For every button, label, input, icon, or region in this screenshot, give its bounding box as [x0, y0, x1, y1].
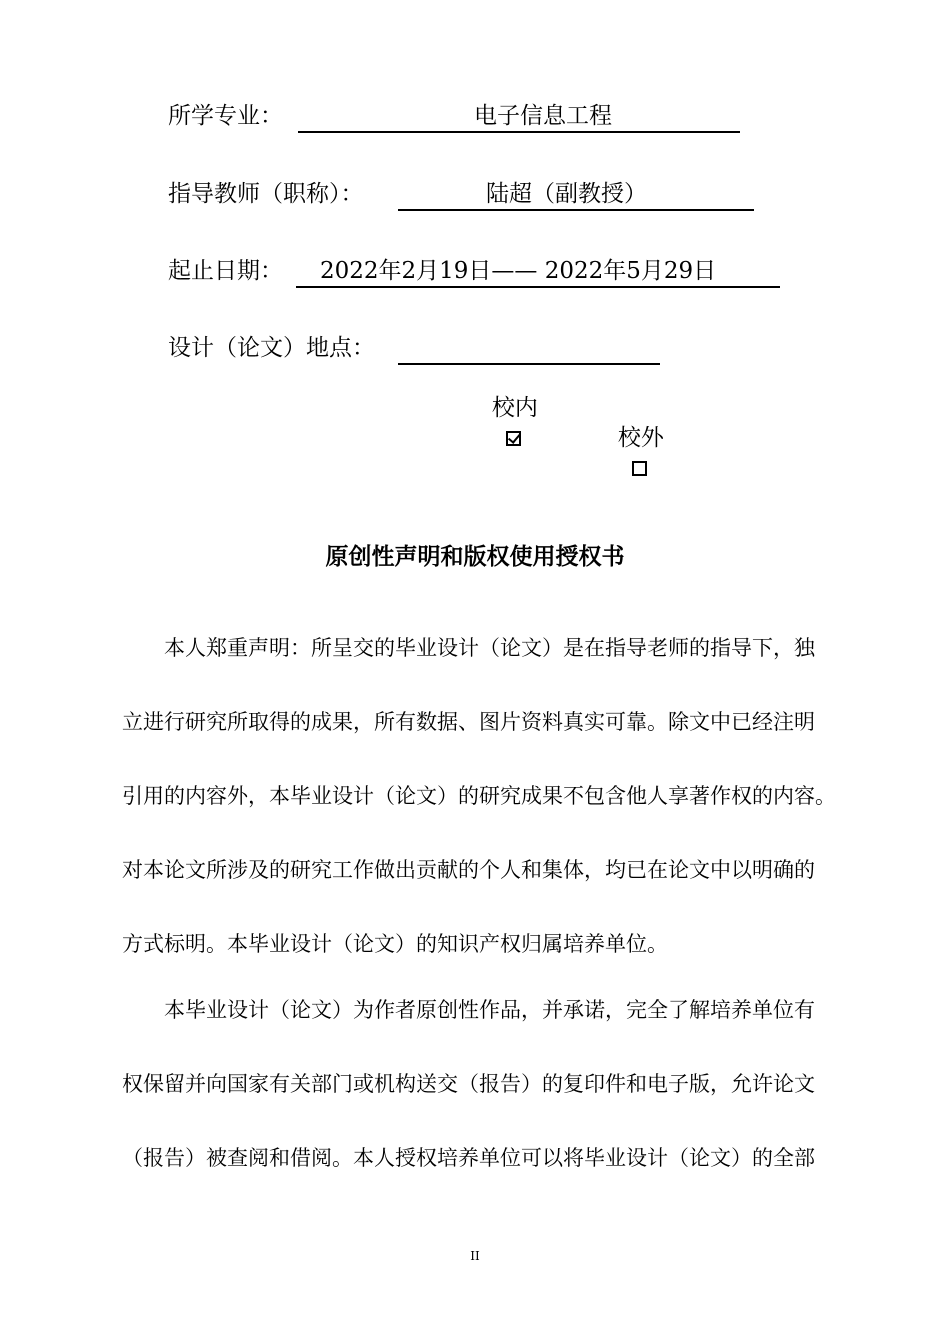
declaration-line: 引用的内容外，本毕业设计（论文）的研究成果不包含他人享著作权的内容。 — [122, 784, 836, 808]
location-inside-label: 校内 — [491, 395, 538, 421]
advisor-value: 陆超（副教授） — [486, 181, 647, 207]
checked-checkbox-icon[interactable] — [506, 431, 521, 446]
dates-label: 起止日期： — [168, 258, 283, 284]
location-option-outside — [574, 393, 664, 513]
declaration-line: 本毕业设计（论文）为作者原创性作品，并承诺，完全了解培养单位有 — [164, 998, 815, 1022]
advisor-field — [168, 179, 647, 209]
dates-value-underline — [296, 256, 780, 288]
major-value: 电子信息工程 — [474, 103, 612, 129]
page-number: II — [470, 1249, 480, 1263]
declaration-line: 立进行研究所取得的成果，所有数据、图片资料真实可靠。除文中已经注明 — [122, 710, 815, 734]
declaration-line: 权保留并向国家有关部门或机构送交（报告）的复印件和电子版，允许论文 — [122, 1072, 815, 1096]
location-option-inside — [448, 363, 538, 483]
location-outside-label: 校外 — [617, 425, 664, 451]
major-value-underline — [298, 101, 740, 133]
advisor-label: 指导教师（职称）： — [168, 181, 364, 207]
declaration-title: 原创性声明和版权使用授权书 — [325, 544, 625, 570]
location-field — [168, 333, 664, 451]
declaration-line: 方式标明。本毕业设计（论文）的知识产权归属培养单位。 — [122, 932, 668, 956]
declaration-line: 对本论文所涉及的研究工作做出贡献的个人和集体，均已在论文中以明确的 — [122, 858, 815, 882]
declaration-line: （报告）被查阅和借阅。本人授权培养单位可以将毕业设计（论文）的全部 — [122, 1146, 815, 1170]
dates-value: 2022年2月19日—— 2022年5月29日 — [320, 258, 717, 284]
dates-field — [168, 256, 717, 286]
unchecked-checkbox-icon[interactable] — [632, 461, 647, 476]
declaration-line: 本人郑重声明：所呈交的毕业设计（论文）是在指导老师的指导下，独 — [164, 636, 815, 660]
major-label: 所学专业： — [168, 103, 283, 129]
advisor-value-underline — [398, 179, 754, 211]
location-value-underline — [398, 333, 664, 451]
major-field — [168, 101, 612, 131]
location-label: 设计（论文）地点： — [168, 335, 375, 361]
